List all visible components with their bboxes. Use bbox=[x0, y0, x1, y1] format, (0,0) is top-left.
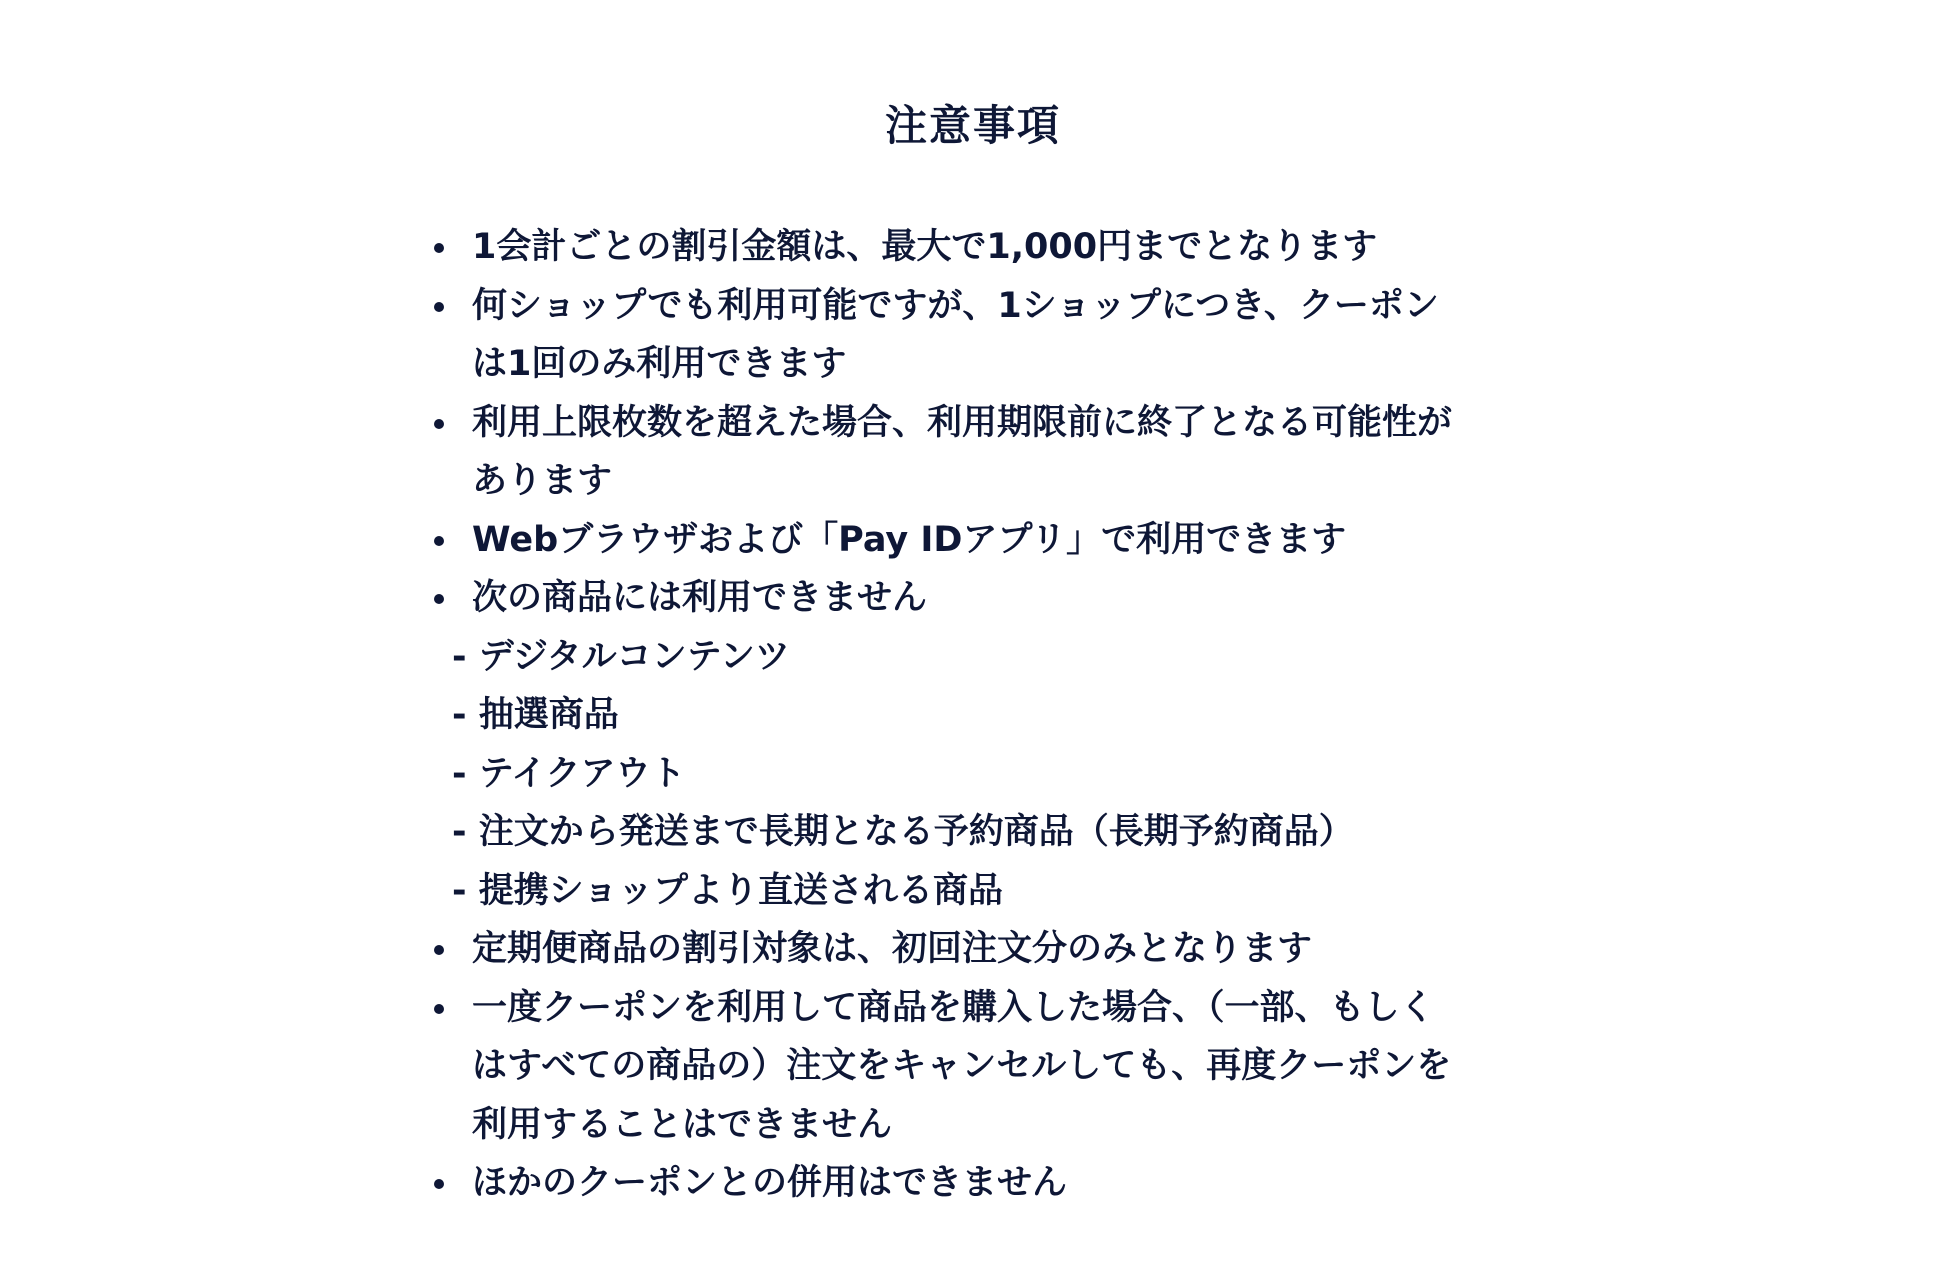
bullet-icon bbox=[434, 419, 444, 429]
notice-item-text: 何ショップでも利用可能ですが、1ショップにつき、クーポン bbox=[472, 285, 1439, 326]
notice-item bbox=[432, 511, 1532, 570]
notice-item-text: ほかのクーポンとの併用はできません bbox=[472, 1163, 1068, 1203]
bullet-icon bbox=[434, 302, 444, 312]
excluded-product-item: - テイクアウト bbox=[452, 753, 686, 794]
bullet-icon bbox=[434, 594, 444, 604]
excluded-product-item: - 提携ショップより直送される商品 bbox=[452, 870, 1004, 911]
excluded-products-list bbox=[452, 628, 1532, 921]
notice-item bbox=[432, 1154, 1532, 1213]
bullet-icon bbox=[434, 536, 444, 546]
notice-item bbox=[432, 979, 1532, 1155]
excluded-product-item: - 抽選商品 bbox=[452, 695, 619, 735]
notice-item-text: 一度クーポンを利用して商品を購入した場合、（一部、もしく bbox=[472, 987, 1435, 1028]
notice-item-text: 利用することはできません bbox=[472, 1104, 893, 1145]
notice-item bbox=[432, 277, 1532, 394]
notice-item bbox=[432, 394, 1532, 511]
excluded-product-item: - デジタルコンテンツ bbox=[452, 636, 790, 677]
notice-item-text: はすべての商品の）注文をキャンセルしても、再度クーポンを bbox=[472, 1046, 1452, 1086]
notice-item-text: 定期便商品の割引対象は、初回注文分のみとなります bbox=[472, 929, 1313, 969]
notice-item bbox=[432, 569, 1532, 920]
notice-list bbox=[432, 218, 1532, 1213]
notice-item-text: 1会計ごとの割引金額は、最大で1,000円までとなります bbox=[472, 227, 1378, 267]
notice-item-text: 利用上限枚数を超えた場合、利用期限前に終了となる可能性が bbox=[472, 402, 1453, 443]
bullet-icon bbox=[434, 243, 444, 253]
notice-item-text: は1回のみ利用できます bbox=[472, 344, 847, 384]
notice-item-text: 次の商品には利用できません bbox=[472, 578, 928, 618]
notice-item bbox=[432, 218, 1532, 277]
notice-item-text: Webブラウザおよび「Pay IDアプリ」で利用できます bbox=[472, 519, 1347, 560]
bullet-icon bbox=[434, 1004, 444, 1014]
notice-title: 注意事項 bbox=[884, 101, 1061, 150]
bullet-icon bbox=[434, 945, 444, 955]
bullet-icon bbox=[434, 1179, 444, 1189]
notice-item bbox=[432, 920, 1532, 979]
excluded-product-item: - 注文から発送まで長期となる予約商品（長期予約商品） bbox=[452, 812, 1354, 852]
notice-item-text: あります bbox=[472, 461, 613, 501]
